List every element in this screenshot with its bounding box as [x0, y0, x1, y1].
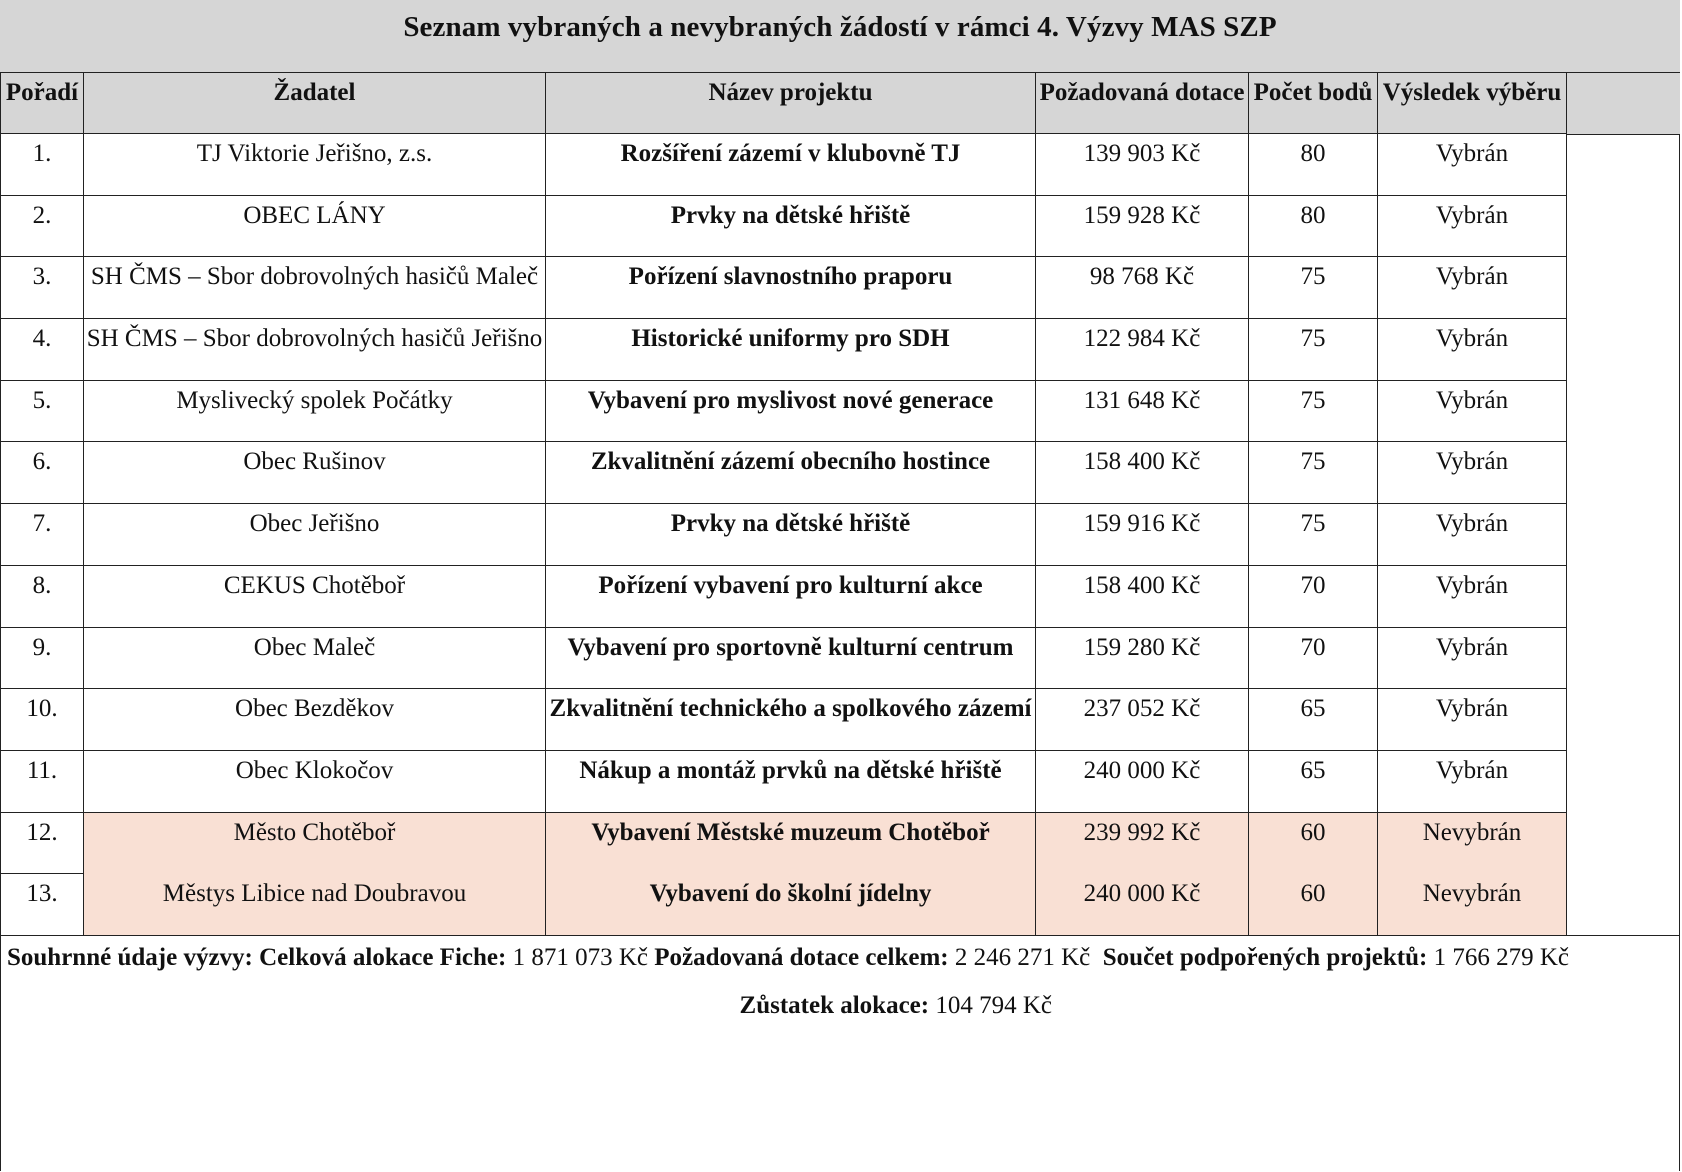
table-row [1, 750, 1567, 812]
table-row [1, 689, 1567, 751]
cell-poradi: 7. [1, 504, 84, 566]
cell-pocet-bodu: 60 [1249, 812, 1378, 874]
column-header-nazev-projektu: Název projektu [546, 73, 1036, 134]
cell-vysledek-vyberu: Nevybrán [1378, 874, 1567, 936]
cell-vysledek-vyberu: Vybrán [1378, 380, 1567, 442]
cell-poradi: 13. [1, 874, 84, 936]
cell-vysledek-vyberu: Vybrán [1378, 442, 1567, 504]
cell-pocet-bodu: 75 [1249, 380, 1378, 442]
column-header-poradi: Pořadí [1, 73, 84, 134]
zustatek-label: Zůstatek alokace: [739, 992, 930, 1019]
cell-zadatel: OBEC LÁNY [84, 195, 546, 257]
cell-pozadovana-dotace: 240 000 Kč [1036, 750, 1249, 812]
cell-zadatel: Obec Jeřišno [84, 504, 546, 566]
cell-pocet-bodu: 75 [1249, 442, 1378, 504]
cell-vysledek-vyberu: Vybrán [1378, 750, 1567, 812]
cell-zadatel: SH ČMS – Sbor dobrovolných hasičů Jeřišno [84, 319, 546, 381]
cell-zadatel: TJ Viktorie Jeřišno, z.s. [84, 134, 546, 196]
cell-pocet-bodu: 75 [1249, 257, 1378, 319]
table-row [1, 195, 1567, 257]
cell-nazev-projektu: Rozšíření zázemí v klubovně TJ [546, 134, 1036, 196]
cell-vysledek-vyberu: Vybrán [1378, 504, 1567, 566]
cell-zadatel: Obec Rušinov [84, 442, 546, 504]
table-row [1, 812, 1567, 874]
cell-zadatel: Obec Klokočov [84, 750, 546, 812]
cell-nazev-projektu: Vybavení Městské muzeum Chotěboř [546, 812, 1036, 874]
cell-pocet-bodu: 80 [1249, 134, 1378, 196]
cell-pozadovana-dotace: 131 648 Kč [1036, 380, 1249, 442]
column-header-pocet-bodu: Počet bodů [1249, 73, 1378, 134]
table-header-row [1, 73, 1567, 134]
title-band [0, 0, 1680, 73]
summary-footer [0, 935, 1680, 1172]
cell-poradi: 5. [1, 380, 84, 442]
cell-pozadovana-dotace: 122 984 Kč [1036, 319, 1249, 381]
cell-pozadovana-dotace: 139 903 Kč [1036, 134, 1249, 196]
column-header-vysledek-vyberu: Výsledek výběru [1378, 73, 1567, 134]
cell-pocet-bodu: 70 [1249, 565, 1378, 627]
table-row [1, 319, 1567, 381]
cell-nazev-projektu: Pořízení vybavení pro kulturní akce [546, 565, 1036, 627]
cell-vysledek-vyberu: Vybrán [1378, 319, 1567, 381]
cell-nazev-projektu: Zkvalitnění zázemí obecního hostince [546, 442, 1036, 504]
cell-vysledek-vyberu: Vybrán [1378, 195, 1567, 257]
table-row [1, 874, 1567, 936]
alokace-label: Celková alokace Fiche: [259, 944, 507, 971]
cell-pozadovana-dotace: 159 928 Kč [1036, 195, 1249, 257]
cell-vysledek-vyberu: Vybrán [1378, 257, 1567, 319]
table-row [1, 442, 1567, 504]
document-title: Seznam vybraných a nevybraných žádostí v rámci 4. Výzvy MAS SZP [403, 11, 1277, 43]
cell-pocet-bodu: 65 [1249, 689, 1378, 751]
cell-poradi: 8. [1, 565, 84, 627]
cell-zadatel: Myslivecký spolek Počátky [84, 380, 546, 442]
cell-pocet-bodu: 60 [1249, 874, 1378, 936]
cell-pozadovana-dotace: 240 000 Kč [1036, 874, 1249, 936]
cell-pozadovana-dotace: 159 280 Kč [1036, 627, 1249, 689]
cell-pozadovana-dotace: 158 400 Kč [1036, 565, 1249, 627]
cell-zadatel: Obec Maleč [84, 627, 546, 689]
table-row [1, 134, 1567, 196]
cell-zadatel: Město Chotěboř [84, 812, 546, 874]
soucet-value: 1 766 279 Kč [1433, 944, 1569, 971]
column-header-zadatel: Žadatel [84, 73, 546, 134]
cell-pocet-bodu: 80 [1249, 195, 1378, 257]
cell-poradi: 2. [1, 195, 84, 257]
cell-pozadovana-dotace: 158 400 Kč [1036, 442, 1249, 504]
column-header-pozadovana-dotace: Požadovaná dotace [1036, 73, 1249, 134]
dotace-celkem-label: Požadovaná dotace celkem: [654, 944, 949, 971]
cell-pocet-bodu: 65 [1249, 750, 1378, 812]
alokace-value: 1 871 073 Kč [512, 944, 648, 971]
cell-nazev-projektu: Vybavení pro sportovně kulturní centrum [546, 627, 1036, 689]
cell-vysledek-vyberu: Vybrán [1378, 565, 1567, 627]
cell-pocet-bodu: 75 [1249, 504, 1378, 566]
zustatek-line [0, 992, 1052, 1020]
cell-nazev-projektu: Zkvalitnění technického a spolkového zázemí [546, 689, 1036, 751]
cell-vysledek-vyberu: Vybrán [1378, 627, 1567, 689]
summary-heading: Souhrnné údaje výzvy: [7, 944, 253, 971]
cell-poradi: 1. [1, 134, 84, 196]
table-row [1, 627, 1567, 689]
header-right-filler [1566, 73, 1680, 135]
cell-zadatel: CEKUS Chotěboř [84, 565, 546, 627]
cell-pocet-bodu: 70 [1249, 627, 1378, 689]
cell-pozadovana-dotace: 159 916 Kč [1036, 504, 1249, 566]
cell-poradi: 6. [1, 442, 84, 504]
table-row [1, 257, 1567, 319]
cell-zadatel: Obec Bezděkov [84, 689, 546, 751]
cell-nazev-projektu: Prvky na dětské hřiště [546, 195, 1036, 257]
cell-poradi: 4. [1, 319, 84, 381]
cell-poradi: 11. [1, 750, 84, 812]
summary-line [7, 944, 1569, 972]
cell-vysledek-vyberu: Vybrán [1378, 689, 1567, 751]
cell-nazev-projektu: Pořízení slavnostního praporu [546, 257, 1036, 319]
cell-pocet-bodu: 75 [1249, 319, 1378, 381]
cell-nazev-projektu: Vybavení pro myslivost nové generace [546, 380, 1036, 442]
cell-pozadovana-dotace: 239 992 Kč [1036, 812, 1249, 874]
cell-poradi: 12. [1, 812, 84, 874]
cell-vysledek-vyberu: Nevybrán [1378, 812, 1567, 874]
cell-nazev-projektu: Historické uniformy pro SDH [546, 319, 1036, 381]
cell-poradi: 10. [1, 689, 84, 751]
cell-nazev-projektu: Vybavení do školní jídelny [546, 874, 1036, 936]
cell-nazev-projektu: Prvky na dětské hřiště [546, 504, 1036, 566]
table-row [1, 380, 1567, 442]
cell-poradi: 3. [1, 257, 84, 319]
dotace-celkem-value: 2 246 271 Kč [954, 944, 1091, 971]
applications-table [0, 72, 1567, 936]
cell-zadatel: Městys Libice nad Doubravou [84, 874, 546, 936]
cell-nazev-projektu: Nákup a montáž prvků na dětské hřiště [546, 750, 1036, 812]
cell-pozadovana-dotace: 237 052 Kč [1036, 689, 1249, 751]
cell-poradi: 9. [1, 627, 84, 689]
cell-zadatel: SH ČMS – Sbor dobrovolných hasičů Maleč [84, 257, 546, 319]
cell-vysledek-vyberu: Vybrán [1378, 134, 1567, 196]
table-row [1, 504, 1567, 566]
zustatek-value: 104 794 Kč [935, 992, 1052, 1019]
cell-pozadovana-dotace: 98 768 Kč [1036, 257, 1249, 319]
soucet-label: Součet podpořených projektů: [1102, 944, 1428, 971]
table-row [1, 565, 1567, 627]
